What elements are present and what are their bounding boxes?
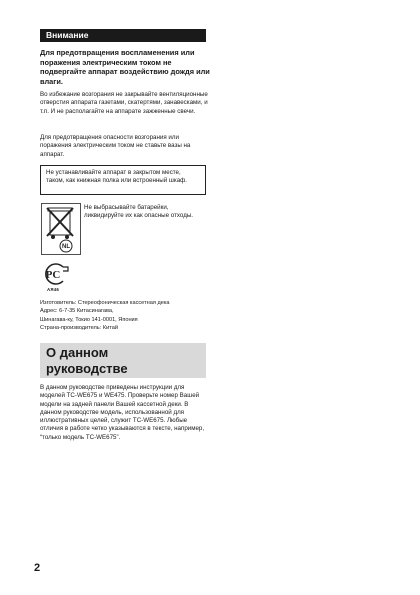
certification-mark-letters: PC [45, 269, 61, 281]
section-title-line1: О данном [46, 345, 109, 360]
warning-bold-text: Для предотвращения воспламенения или поражения электрическим током не подвергайте аппарат воздействию дождя или влаги. [40, 48, 210, 86]
manufacturer-info [40, 299, 215, 332]
vase-warning: Для предотвращения опасности возгорания или поражения электрическим током не ставьте вазы на аппарат. [40, 134, 191, 158]
section-title-line2: руководстве [46, 361, 128, 376]
certification-code: АЯ46 [47, 287, 60, 292]
manufacturer-address-line: Шинагава-ку, Токио 141-0001, Япония [40, 316, 138, 323]
battery-disposal-icon [41, 203, 81, 255]
certification-mark-icon [41, 263, 73, 285]
battery-icon-label: NL [62, 244, 70, 251]
manufacturer-address-line: Адрес: 6-7-35 Китасинагава, [40, 308, 114, 315]
manufacturer-line: Изготовитель: Стереофоническая кассетная дека [40, 300, 170, 306]
installation-note-box: Не устанавливайте аппарат в закрытом месте, таком, как книжная полка или встроенный шкаф. [40, 165, 206, 195]
section-body-text: В данном руководстве приведены инструкции для моделей TC-WE675 и WE475. Проверьте номер Вашей модели на задней панели Вашей кассетной деки. В данном руководстве модель, использованной для иллюстративных целей, служит TC-WE675. Любые отличия в работе четко указываются в тексте, например, “только модель TC-WE675”. [40, 384, 205, 441]
page-number: 2 [34, 562, 41, 574]
manufacturer-country-line: Страна-производитель: Китай [40, 324, 118, 331]
battery-disposal-text: Не выбрасывайте батарейки, ликвидируйте их как опасные отходы. [84, 204, 194, 220]
section-heading-box [40, 343, 206, 378]
ventilation-warning: Во избежание возгорания не закрывайте вентиляционные отверстия аппарата газетами, скатертями, занавесками, и т.п. И не располагайте на аппарате зажженные свечи. [40, 91, 208, 115]
warning-header: Внимание [40, 29, 206, 42]
